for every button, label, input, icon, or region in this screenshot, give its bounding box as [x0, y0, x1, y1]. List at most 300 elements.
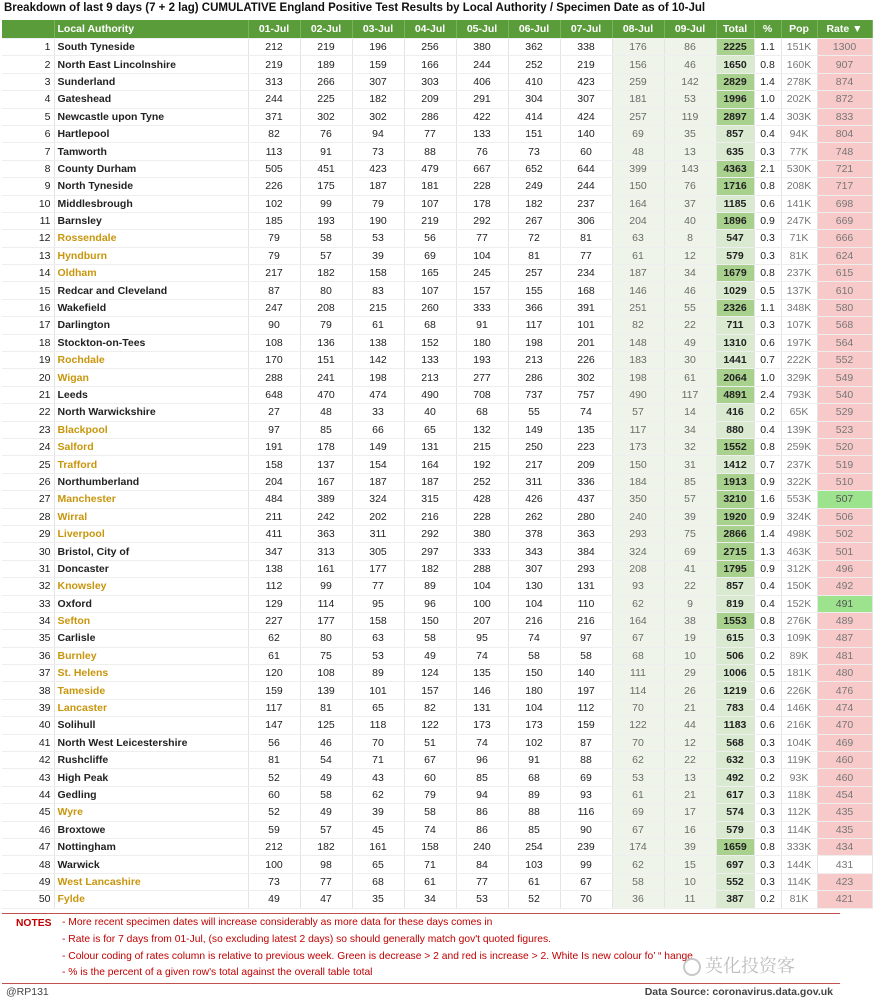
cell-total: 857 [716, 125, 754, 142]
cell-rank: 3 [2, 73, 54, 90]
cell-day-04-jul: 213 [404, 369, 456, 386]
cell-rate: 666 [817, 230, 872, 247]
cell-day-09-jul: 61 [664, 369, 716, 386]
cell-rank: 27 [2, 491, 54, 508]
cell-rate: 717 [817, 178, 872, 195]
cell-authority-name: Hyndburn [54, 247, 248, 264]
cell-day-02-jul: 99 [300, 195, 352, 212]
cell-population: 276K [781, 612, 817, 629]
cell-rank: 39 [2, 699, 54, 716]
note-line: - Rate is for 7 days from 01-Jul, (so excluding latest 2 days) so should generally match gov't quoted figures. [62, 934, 552, 945]
cell-percent: 1.1 [754, 299, 781, 316]
cell-percent: 0.9 [754, 473, 781, 490]
cell-day-05-jul: 277 [456, 369, 508, 386]
cell-day-05-jul: 91 [456, 317, 508, 334]
header-percent[interactable]: % [754, 20, 781, 39]
cell-day-04-jul: 131 [404, 438, 456, 455]
cell-total: 1310 [716, 334, 754, 351]
cell-total: 1996 [716, 91, 754, 108]
cell-rank: 13 [2, 247, 54, 264]
cell-day-03-jul: 43 [352, 769, 404, 786]
cell-authority-name: Tamworth [54, 143, 248, 160]
cell-day-06-jul: 155 [508, 282, 560, 299]
cell-day-08-jul: 82 [612, 317, 664, 334]
cell-day-02-jul: 125 [300, 717, 352, 734]
header-01-jul[interactable]: 01-Jul [248, 20, 300, 39]
cell-day-03-jul: 35 [352, 891, 404, 908]
table-row [2, 404, 872, 421]
cell-day-05-jul: 96 [456, 752, 508, 769]
cell-day-07-jul: 437 [560, 491, 612, 508]
cell-authority-name: Trafford [54, 456, 248, 473]
cell-day-02-jul: 451 [300, 160, 352, 177]
cell-rate: 804 [817, 125, 872, 142]
cell-day-07-jul: 70 [560, 891, 612, 908]
cell-rank: 20 [2, 369, 54, 386]
cell-population: 202K [781, 91, 817, 108]
cell-percent: 0.3 [754, 786, 781, 803]
cell-rank: 21 [2, 386, 54, 403]
cell-percent: 0.8 [754, 438, 781, 455]
cell-authority-name: Salford [54, 438, 248, 455]
cell-population: 530K [781, 160, 817, 177]
cell-rate: 833 [817, 108, 872, 125]
cell-day-09-jul: 21 [664, 786, 716, 803]
cell-population: 77K [781, 143, 817, 160]
cell-rank: 36 [2, 647, 54, 664]
cell-day-02-jul: 136 [300, 334, 352, 351]
cell-rate: 423 [817, 873, 872, 890]
cell-day-02-jul: 57 [300, 821, 352, 838]
cell-day-05-jul: 422 [456, 108, 508, 125]
header-06-jul[interactable]: 06-Jul [508, 20, 560, 39]
header-rank[interactable] [2, 20, 54, 39]
cell-population: 324K [781, 508, 817, 525]
cell-day-07-jul: 244 [560, 178, 612, 195]
cell-authority-name: Rushcliffe [54, 752, 248, 769]
cell-day-07-jul: 423 [560, 73, 612, 90]
cell-rank: 26 [2, 473, 54, 490]
table-row [2, 178, 872, 195]
cell-day-05-jul: 104 [456, 578, 508, 595]
cell-day-02-jul: 49 [300, 769, 352, 786]
cell-population: 553K [781, 491, 817, 508]
cell-population: 237K [781, 456, 817, 473]
cell-day-01-jul: 73 [248, 873, 300, 890]
header-rate-sort[interactable]: Rate ▼ [817, 20, 872, 39]
cell-day-09-jul: 41 [664, 560, 716, 577]
cell-day-02-jul: 302 [300, 108, 352, 125]
cell-percent: 1.1 [754, 39, 781, 56]
cell-day-06-jul: 89 [508, 786, 560, 803]
cell-population: 137K [781, 282, 817, 299]
cell-total: 1716 [716, 178, 754, 195]
table-row [2, 369, 872, 386]
cell-total: 783 [716, 699, 754, 716]
cell-day-02-jul: 54 [300, 752, 352, 769]
cell-day-05-jul: 333 [456, 543, 508, 560]
cell-day-08-jul: 184 [612, 473, 664, 490]
cell-day-09-jul: 49 [664, 334, 716, 351]
table-row [2, 491, 872, 508]
cell-day-03-jul: 77 [352, 578, 404, 595]
cell-rank: 47 [2, 838, 54, 855]
cell-day-03-jul: 63 [352, 630, 404, 647]
cell-percent: 0.3 [754, 630, 781, 647]
cell-percent: 0.5 [754, 665, 781, 682]
cell-total: 2326 [716, 299, 754, 316]
cell-day-02-jul: 81 [300, 699, 352, 716]
cell-day-07-jul: 87 [560, 734, 612, 751]
cell-rank: 1 [2, 39, 54, 56]
cell-day-03-jul: 177 [352, 560, 404, 577]
cell-day-08-jul: 150 [612, 456, 664, 473]
cell-day-08-jul: 36 [612, 891, 664, 908]
cell-day-05-jul: 178 [456, 195, 508, 212]
cell-day-02-jul: 161 [300, 560, 352, 577]
cell-percent: 0.6 [754, 334, 781, 351]
cell-rank: 15 [2, 282, 54, 299]
cell-day-04-jul: 209 [404, 91, 456, 108]
cell-day-07-jul: 60 [560, 143, 612, 160]
cell-authority-name: Northumberland [54, 473, 248, 490]
cell-rank: 45 [2, 804, 54, 821]
cell-percent: 1.0 [754, 369, 781, 386]
cell-authority-name: Blackpool [54, 421, 248, 438]
cell-day-04-jul: 150 [404, 612, 456, 629]
cell-day-03-jul: 158 [352, 612, 404, 629]
cell-day-03-jul: 149 [352, 438, 404, 455]
cell-day-09-jul: 39 [664, 508, 716, 525]
cell-day-08-jul: 257 [612, 108, 664, 125]
cell-rank: 29 [2, 525, 54, 542]
cell-day-01-jul: 59 [248, 821, 300, 838]
cell-percent: 0.6 [754, 682, 781, 699]
cell-day-02-jul: 49 [300, 804, 352, 821]
cell-day-09-jul: 12 [664, 247, 716, 264]
cell-day-03-jul: 302 [352, 108, 404, 125]
cell-rank: 38 [2, 682, 54, 699]
cell-percent: 1.4 [754, 108, 781, 125]
cell-day-01-jul: 79 [248, 230, 300, 247]
cell-day-08-jul: 181 [612, 91, 664, 108]
cell-day-05-jul: 228 [456, 508, 508, 525]
cell-day-04-jul: 158 [404, 838, 456, 855]
cell-day-04-jul: 65 [404, 421, 456, 438]
cell-day-03-jul: 158 [352, 265, 404, 282]
table-row [2, 595, 872, 612]
header-04-jul[interactable]: 04-Jul [404, 20, 456, 39]
cell-rank: 23 [2, 421, 54, 438]
cell-day-08-jul: 251 [612, 299, 664, 316]
cell-day-09-jul: 34 [664, 265, 716, 282]
cell-authority-name: South Tyneside [54, 39, 248, 56]
cell-day-03-jul: 187 [352, 473, 404, 490]
cell-day-02-jul: 193 [300, 212, 352, 229]
table-row [2, 665, 872, 682]
cell-total: 711 [716, 317, 754, 334]
cell-percent: 0.3 [754, 143, 781, 160]
cell-rate: 469 [817, 734, 872, 751]
cell-day-01-jul: 505 [248, 160, 300, 177]
cell-percent: 0.9 [754, 212, 781, 229]
cell-percent: 0.3 [754, 821, 781, 838]
cell-authority-name: North Tyneside [54, 178, 248, 195]
cell-day-08-jul: 164 [612, 612, 664, 629]
cell-authority-name: Burnley [54, 647, 248, 664]
header-local-authority[interactable]: Local Authority [54, 20, 248, 39]
cell-percent: 0.3 [754, 247, 781, 264]
cell-day-06-jul: 304 [508, 91, 560, 108]
cell-day-03-jul: 159 [352, 56, 404, 73]
cell-total: 2829 [716, 73, 754, 90]
note-line: - More recent specimen dates will increase considerably as more data for these days comes in [62, 917, 493, 928]
cell-day-09-jul: 46 [664, 282, 716, 299]
cell-day-05-jul: 380 [456, 525, 508, 542]
cell-day-07-jul: 116 [560, 804, 612, 821]
cell-day-04-jul: 40 [404, 404, 456, 421]
table-row [2, 612, 872, 629]
cell-population: 114K [781, 821, 817, 838]
cell-day-09-jul: 117 [664, 386, 716, 403]
cell-day-09-jul: 11 [664, 891, 716, 908]
cell-day-02-jul: 76 [300, 125, 352, 142]
cell-day-07-jul: 88 [560, 752, 612, 769]
cell-total: 1185 [716, 195, 754, 212]
cell-day-08-jul: 490 [612, 386, 664, 403]
cell-day-03-jul: 202 [352, 508, 404, 525]
table-row [2, 73, 872, 90]
cell-day-08-jul: 70 [612, 699, 664, 716]
cell-day-02-jul: 137 [300, 456, 352, 473]
cell-total: 547 [716, 230, 754, 247]
cell-rank: 40 [2, 717, 54, 734]
cell-day-07-jul: 159 [560, 717, 612, 734]
cell-day-01-jul: 138 [248, 560, 300, 577]
cell-day-03-jul: 70 [352, 734, 404, 751]
cell-day-01-jul: 79 [248, 247, 300, 264]
cell-population: 119K [781, 752, 817, 769]
table-row [2, 91, 872, 108]
cell-day-09-jul: 22 [664, 752, 716, 769]
cell-population: 247K [781, 212, 817, 229]
cell-day-03-jul: 66 [352, 421, 404, 438]
cell-day-03-jul: 196 [352, 39, 404, 56]
cell-day-03-jul: 187 [352, 178, 404, 195]
cell-percent: 0.3 [754, 873, 781, 890]
cell-authority-name: West Lancashire [54, 873, 248, 890]
cell-total: 416 [716, 404, 754, 421]
table-row [2, 299, 872, 316]
cell-percent: 0.9 [754, 560, 781, 577]
cell-day-01-jul: 170 [248, 352, 300, 369]
table-row [2, 386, 872, 403]
cell-day-06-jul: 378 [508, 525, 560, 542]
cell-day-01-jul: 62 [248, 630, 300, 647]
cell-day-07-jul: 97 [560, 630, 612, 647]
cell-day-03-jul: 215 [352, 299, 404, 316]
header-08-jul[interactable]: 08-Jul [612, 20, 664, 39]
cell-rate: 431 [817, 856, 872, 873]
cell-day-07-jul: 293 [560, 560, 612, 577]
cell-percent: 0.9 [754, 508, 781, 525]
cell-day-01-jul: 108 [248, 334, 300, 351]
table-row [2, 891, 872, 908]
cell-day-09-jul: 30 [664, 352, 716, 369]
cell-percent: 0.3 [754, 230, 781, 247]
cell-day-05-jul: 68 [456, 404, 508, 421]
cell-total: 819 [716, 595, 754, 612]
table-row [2, 717, 872, 734]
header-05-jul[interactable]: 05-Jul [456, 20, 508, 39]
cell-day-08-jul: 69 [612, 125, 664, 142]
cell-day-04-jul: 68 [404, 317, 456, 334]
cell-authority-name: North Warwickshire [54, 404, 248, 421]
cell-day-02-jul: 208 [300, 299, 352, 316]
cell-rate: 564 [817, 334, 872, 351]
cell-population: 104K [781, 734, 817, 751]
cell-day-05-jul: 100 [456, 595, 508, 612]
cell-day-03-jul: 118 [352, 717, 404, 734]
cell-day-02-jul: 139 [300, 682, 352, 699]
cell-day-05-jul: 291 [456, 91, 508, 108]
cell-day-07-jul: 239 [560, 838, 612, 855]
cell-day-07-jul: 338 [560, 39, 612, 56]
cell-day-01-jul: 204 [248, 473, 300, 490]
cell-day-07-jul: 90 [560, 821, 612, 838]
cell-authority-name: Broxtowe [54, 821, 248, 838]
cell-day-07-jul: 219 [560, 56, 612, 73]
header-pop[interactable]: Pop [781, 20, 817, 39]
cell-authority-name: Doncaster [54, 560, 248, 577]
cell-population: 216K [781, 717, 817, 734]
cell-day-06-jul: 73 [508, 143, 560, 160]
cell-total: 492 [716, 769, 754, 786]
cell-rank: 28 [2, 508, 54, 525]
cell-population: 793K [781, 386, 817, 403]
cell-percent: 0.2 [754, 404, 781, 421]
cell-day-04-jul: 303 [404, 73, 456, 90]
cell-day-02-jul: 85 [300, 421, 352, 438]
cell-population: 109K [781, 630, 817, 647]
cell-day-07-jul: 391 [560, 299, 612, 316]
cell-percent: 0.8 [754, 56, 781, 73]
cell-population: 329K [781, 369, 817, 386]
cell-day-03-jul: 53 [352, 647, 404, 664]
cell-day-03-jul: 71 [352, 752, 404, 769]
cell-total: 2064 [716, 369, 754, 386]
cell-day-08-jul: 67 [612, 630, 664, 647]
cell-authority-name: Middlesbrough [54, 195, 248, 212]
cell-rate: 907 [817, 56, 872, 73]
cell-total: 579 [716, 821, 754, 838]
cell-rate: 874 [817, 73, 872, 90]
cell-day-08-jul: 111 [612, 665, 664, 682]
cell-day-07-jul: 216 [560, 612, 612, 629]
cell-day-06-jul: 362 [508, 39, 560, 56]
cell-day-01-jul: 52 [248, 769, 300, 786]
cell-day-03-jul: 65 [352, 856, 404, 873]
cell-day-01-jul: 185 [248, 212, 300, 229]
cell-day-01-jul: 81 [248, 752, 300, 769]
cell-day-09-jul: 34 [664, 421, 716, 438]
cell-population: 81K [781, 247, 817, 264]
cell-day-09-jul: 39 [664, 838, 716, 855]
cell-population: 93K [781, 769, 817, 786]
table-row [2, 873, 872, 890]
header-02-jul[interactable]: 02-Jul [300, 20, 352, 39]
cell-day-04-jul: 286 [404, 108, 456, 125]
cell-authority-name: Stockton-on-Tees [54, 334, 248, 351]
cell-day-01-jul: 117 [248, 699, 300, 716]
header-09-jul[interactable]: 09-Jul [664, 20, 716, 39]
cell-day-07-jul: 101 [560, 317, 612, 334]
cell-day-08-jul: 208 [612, 560, 664, 577]
cell-rate: 519 [817, 456, 872, 473]
header-total[interactable]: Total [716, 20, 754, 39]
cell-total: 617 [716, 786, 754, 803]
cell-day-07-jul: 77 [560, 247, 612, 264]
cell-authority-name: North West Leicestershire [54, 734, 248, 751]
table-row [2, 821, 872, 838]
cell-authority-name: Fylde [54, 891, 248, 908]
cell-day-01-jul: 191 [248, 438, 300, 455]
cell-day-04-jul: 58 [404, 630, 456, 647]
cell-population: 303K [781, 108, 817, 125]
cell-day-09-jul: 119 [664, 108, 716, 125]
cell-total: 1920 [716, 508, 754, 525]
cell-day-04-jul: 74 [404, 821, 456, 838]
cell-day-06-jul: 104 [508, 699, 560, 716]
cell-rate: 624 [817, 247, 872, 264]
cell-day-05-jul: 104 [456, 247, 508, 264]
cell-day-05-jul: 135 [456, 665, 508, 682]
cell-day-07-jul: 306 [560, 212, 612, 229]
cell-day-03-jul: 94 [352, 125, 404, 142]
cell-rank: 10 [2, 195, 54, 212]
header-07-jul[interactable]: 07-Jul [560, 20, 612, 39]
cell-authority-name: Rochdale [54, 352, 248, 369]
cell-day-01-jul: 212 [248, 39, 300, 56]
cell-authority-name: Hartlepool [54, 125, 248, 142]
cell-authority-name: High Peak [54, 769, 248, 786]
cell-day-04-jul: 71 [404, 856, 456, 873]
cell-day-06-jul: 74 [508, 630, 560, 647]
cell-day-06-jul: 252 [508, 56, 560, 73]
cell-rate: 506 [817, 508, 872, 525]
cell-day-07-jul: 69 [560, 769, 612, 786]
cell-day-04-jul: 315 [404, 491, 456, 508]
cell-rate: 669 [817, 212, 872, 229]
cell-percent: 0.4 [754, 125, 781, 142]
cell-day-05-jul: 133 [456, 125, 508, 142]
cell-population: 333K [781, 838, 817, 855]
cell-percent: 0.4 [754, 578, 781, 595]
cell-authority-name: Nottingham [54, 838, 248, 855]
cell-day-07-jul: 67 [560, 873, 612, 890]
cell-rank: 12 [2, 230, 54, 247]
cell-day-03-jul: 73 [352, 143, 404, 160]
cell-day-05-jul: 192 [456, 456, 508, 473]
cell-day-02-jul: 99 [300, 578, 352, 595]
cell-day-05-jul: 193 [456, 352, 508, 369]
table-row [2, 543, 872, 560]
cell-day-04-jul: 164 [404, 456, 456, 473]
cell-total: 4891 [716, 386, 754, 403]
header-03-jul[interactable]: 03-Jul [352, 20, 404, 39]
cell-day-05-jul: 215 [456, 438, 508, 455]
cell-day-08-jul: 48 [612, 143, 664, 160]
